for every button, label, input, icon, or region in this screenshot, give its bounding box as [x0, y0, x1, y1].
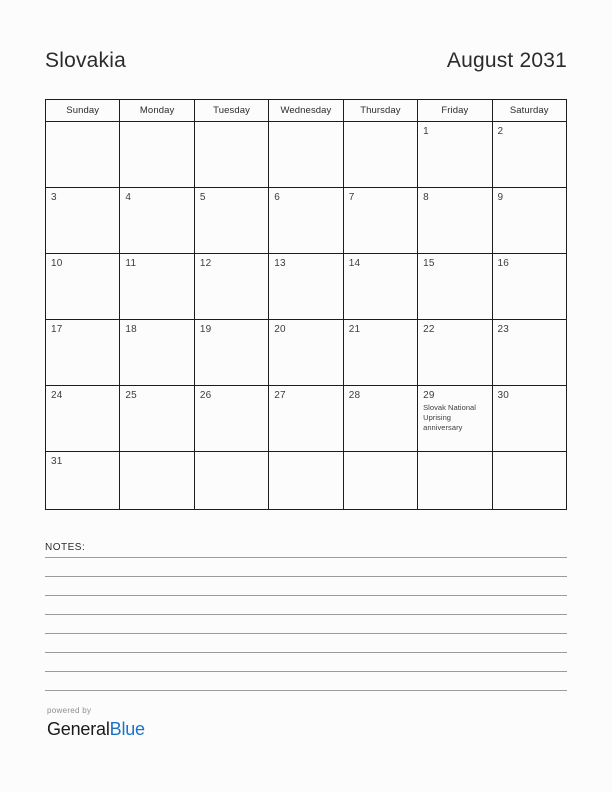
calendar-day-cell[interactable]: [46, 386, 120, 451]
page-title-month-year: August 2031: [446, 49, 567, 72]
notes-section: [45, 541, 567, 691]
day-number: 6: [274, 192, 281, 203]
day-number: 23: [497, 324, 510, 335]
calendar-week-row: [46, 188, 567, 254]
weekday-header-monday: Monday: [120, 100, 194, 121]
note-line[interactable]: [45, 690, 567, 691]
calendar-day-cell[interactable]: [418, 386, 492, 451]
calendar-day-cell[interactable]: [269, 188, 343, 253]
day-number: 21: [348, 324, 361, 335]
calendar-day-cell[interactable]: [344, 386, 418, 451]
day-number: 5: [199, 192, 206, 203]
calendar-week-row: [46, 386, 567, 452]
logo-text-general: General: [47, 719, 110, 739]
weekday-header-thursday: Thursday: [344, 100, 418, 121]
powered-by-label: powered by: [47, 706, 92, 715]
day-number: 3: [51, 192, 57, 203]
day-number: 19: [199, 324, 212, 335]
generalblue-logo[interactable]: [47, 718, 145, 740]
calendar-day-cell-empty: [120, 452, 194, 509]
note-line[interactable]: [45, 557, 567, 558]
note-line[interactable]: [45, 576, 567, 577]
calendar-day-cell[interactable]: [344, 320, 418, 385]
day-number: 12: [199, 258, 212, 269]
note-line[interactable]: [45, 614, 567, 615]
note-line[interactable]: [45, 652, 567, 653]
weekday-header-saturday: Saturday: [493, 100, 567, 121]
notes-lines: [45, 557, 567, 691]
page-header: [45, 48, 567, 84]
weekday-header-tuesday: Tuesday: [195, 100, 269, 121]
day-number: 14: [348, 258, 361, 269]
day-number: 10: [51, 258, 63, 269]
page-title-country: Slovakia: [45, 49, 126, 72]
day-number: 28: [348, 390, 361, 401]
calendar-day-cell-empty: [344, 452, 418, 509]
calendar-day-cell[interactable]: [493, 320, 567, 385]
calendar-day-cell[interactable]: [46, 452, 120, 509]
day-number: 22: [423, 324, 435, 335]
weekday-header-row: [46, 100, 567, 122]
calendar-day-cell-empty: [344, 122, 418, 187]
day-number: 25: [125, 390, 137, 401]
calendar-grid: [45, 99, 567, 510]
note-line[interactable]: [45, 633, 567, 634]
calendar-day-cell[interactable]: [120, 254, 194, 319]
calendar-day-cell[interactable]: [269, 254, 343, 319]
calendar-day-cell[interactable]: [418, 122, 492, 187]
weekday-header-friday: Friday: [418, 100, 492, 121]
calendar-day-cell-empty: [46, 122, 120, 187]
day-number: 20: [274, 324, 286, 335]
day-number: 18: [125, 324, 137, 335]
calendar-day-cell[interactable]: [120, 188, 194, 253]
day-number: 30: [497, 390, 510, 401]
calendar-weeks: [46, 122, 567, 510]
calendar-day-cell[interactable]: [46, 320, 120, 385]
footer-branding: [47, 706, 145, 740]
calendar-week-row: [46, 320, 567, 386]
calendar-day-cell[interactable]: [493, 188, 567, 253]
calendar-day-cell[interactable]: [120, 386, 194, 451]
calendar-day-cell[interactable]: [269, 320, 343, 385]
day-number: 29: [423, 390, 435, 401]
weekday-header-sunday: Sunday: [46, 100, 120, 121]
calendar-day-cell[interactable]: [344, 188, 418, 253]
calendar-week-row: [46, 254, 567, 320]
day-number: 24: [51, 390, 63, 401]
calendar-day-cell[interactable]: [493, 386, 567, 451]
logo-text-blue: Blue: [109, 719, 145, 739]
calendar-day-cell[interactable]: [418, 254, 492, 319]
calendar-day-cell[interactable]: [195, 254, 269, 319]
calendar-day-cell-empty: [493, 452, 567, 509]
calendar-day-cell[interactable]: [493, 254, 567, 319]
day-number: 15: [423, 258, 435, 269]
calendar-day-cell-empty: [195, 122, 269, 187]
calendar-day-cell[interactable]: [493, 122, 567, 187]
calendar-day-cell[interactable]: [46, 188, 120, 253]
calendar-day-cell-empty: [269, 452, 343, 509]
calendar-day-cell[interactable]: [418, 320, 492, 385]
calendar-day-cell[interactable]: [195, 386, 269, 451]
calendar-day-cell[interactable]: [418, 188, 492, 253]
day-event-label: Slovak National Uprising anniversary: [423, 403, 476, 433]
day-number: 17: [51, 324, 63, 335]
calendar-day-cell-empty: [120, 122, 194, 187]
note-line[interactable]: [45, 595, 567, 596]
day-number: 7: [348, 192, 355, 203]
day-number: 27: [274, 390, 286, 401]
notes-label: NOTES:: [45, 542, 86, 553]
day-number: 11: [125, 258, 137, 269]
weekday-header-wednesday: Wednesday: [269, 100, 343, 121]
calendar-week-row: [46, 452, 567, 510]
calendar-day-cell[interactable]: [269, 386, 343, 451]
calendar-day-cell[interactable]: [195, 320, 269, 385]
day-number: 13: [274, 258, 286, 269]
day-number: 16: [497, 258, 510, 269]
day-number: 31: [51, 456, 63, 467]
calendar-day-cell[interactable]: [120, 320, 194, 385]
calendar-day-cell-empty: [269, 122, 343, 187]
calendar-day-cell-empty: [195, 452, 269, 509]
day-number: 9: [497, 192, 504, 203]
calendar-week-row: [46, 122, 567, 188]
note-line[interactable]: [45, 671, 567, 672]
calendar-day-cell[interactable]: [344, 254, 418, 319]
day-number: 4: [125, 192, 132, 203]
calendar-day-cell[interactable]: [195, 188, 269, 253]
day-number: 26: [199, 390, 212, 401]
calendar-day-cell[interactable]: [46, 254, 120, 319]
day-number: 8: [423, 192, 429, 203]
day-number: 1: [423, 126, 429, 137]
calendar-day-cell-empty: [418, 452, 492, 509]
day-number: 2: [497, 126, 504, 137]
